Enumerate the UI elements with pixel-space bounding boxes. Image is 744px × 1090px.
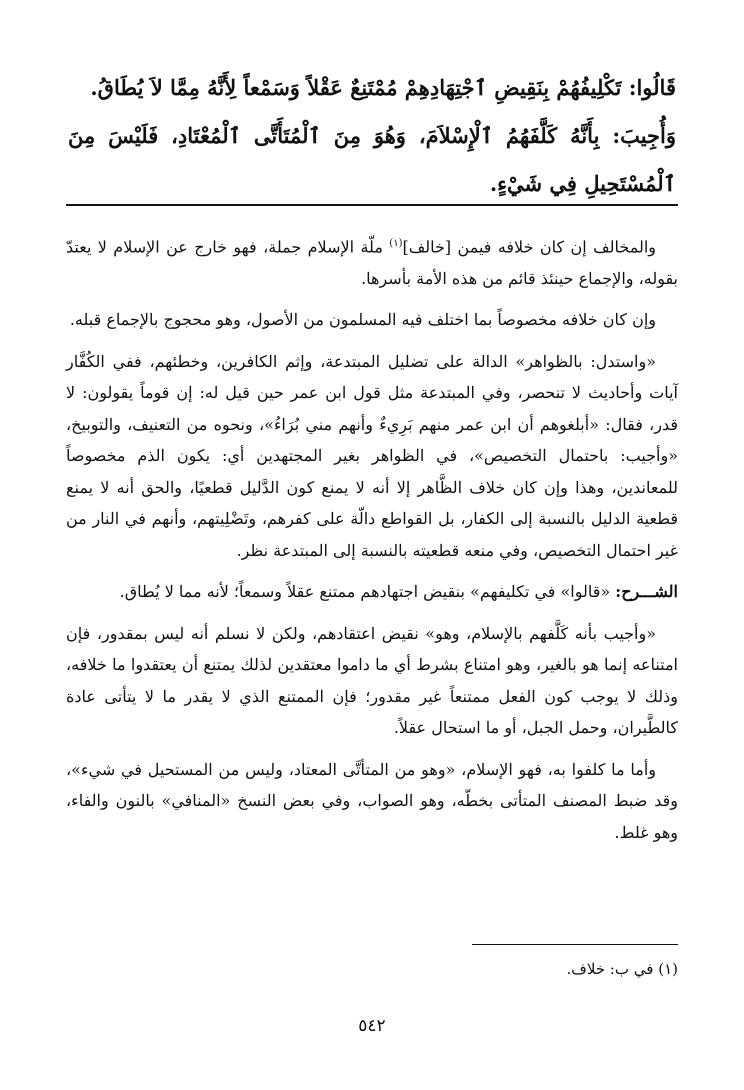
- matn-line-2: وَأُجِيبَ: بِأَنَّهُ كَلَّفَهُمُ ٱلْإِسْلاَمَ، وَهُوَ مِنَ ٱلْمُتَأَتَّى ٱلْمُعْتَادِ، فَلَيْسَ مِنَ ٱلْمُسْتَحِيلِ فِي شَيْءٍ.: [68, 123, 676, 196]
- footnote: [278, 957, 678, 981]
- matn-text: [68, 64, 676, 208]
- paragraph-3: «واستدل: بالظواهر» الدالة على تضليل المبتدعة، وإثم الكافرين، وخطئهم، ففي الكُفَّار آيات وأحاديث لا تنحصر، وفي المبتدعة مثل قول ابن عمر حين قيل له: إن قوماً يقولون: لا قدر، فقال: «أبلغوهم أن ابن عمر منهم بَرِيءٌ وأنهم مني بُرَاءُ»، ونحوه من التعنيف، والتوبيخ، «وأجيب: باحتمال التخصيص»، في الظواهر بغير المجتهدين أي: يكون الذم مخصوصاً للمعاندين، وهذا وإن كان خلاف الظَّاهر إلا أنه لا يمنع كون الدَّليل قطعيًا، والحق أنه لا يمنع قطعية الدليل بالنسبة إلى الكفار، بل القواطع دالّة على كفرهم، وتَضْلِيتهم، وأنهم في النار من غير احتمال التخصيص، وفي منعه قطعيته بالنسبة إلى المبتدعة نظر.: [66, 351, 678, 560]
- paragraph-1: [66, 228, 678, 294]
- paragraph-2: وإن كان خلافه مخصوصاً بما اختلف فيه المسلمون من الأصول، وهو محجوج بالإجماع قبله.: [69, 310, 656, 330]
- matn-line-1: قَالُوا: تَكْلِيفُهُمْ بِنَقِيضِ ٱجْتِهَادِهِمْ مُمْتَنِعٌ عَقْلاً وَسَمْعاً لِأَنَّهُ مِمَّا لاَ يُطَاقُ.: [90, 75, 676, 100]
- footnote-marker: (١): [389, 238, 403, 249]
- paragraph-sharh: [66, 576, 678, 608]
- footnote-divider: [472, 944, 678, 945]
- matn-divider: [66, 204, 678, 206]
- paragraph-5: «وأجيب بأنه كَلَّفهم بالإسلام، وهو» نقيض اعتقادهم، ولكن لا نسلم أنه ليس بمقدور، فإن امتناعه إنما هو بالغير، وهو امتناع بشرط أي ما داموا معتقدين لذلك يمتنع أن يعتقدوا ما خلافه، وذلك لا يوجب كون الفعل ممتنعاً غير مقدور؛ فإن الممتنع الذي لا يقدر ما لا يتأتى عادة كالطَّيران، وحمل الجبل، أو ما استحال عقلاً.: [66, 623, 678, 738]
- footnote-text: في ب: خلاف.: [566, 960, 654, 978]
- paragraph-6: وأما ما كلفوا به، فهو الإسلام، «وهو من المتأتَّى المعتاد، وليس من المستحيل في شيء»، وقد ضبط المصنف المتأتى بخطّه، وهو الصواب، وفي بعض النسخ «المنافي» بالنون والفاء، وهو غلط.: [66, 759, 678, 842]
- commentary-text: [66, 228, 678, 858]
- paragraph-1-end: ملّة الإسلام جملة، فهو خارج عن الإسلام لا يعتدّ بقوله، والإجماع حينئذ قائم من هذه الأمة بأسرها.: [66, 237, 678, 288]
- page-number: ٥٤٢: [358, 1016, 386, 1036]
- footnote-number: (١): [658, 960, 678, 978]
- paragraph-1-start: والمخالف إن كان خلافه فيمن [خالف]: [402, 237, 657, 257]
- sharh-label: الشـــرح:: [615, 582, 678, 602]
- sharh-text: «قالوا» في تكليفهم» بنقيض اجتهادهم ممتنع عقلاً وسمعاً؛ لأنه مما لا يُطاق.: [119, 582, 616, 602]
